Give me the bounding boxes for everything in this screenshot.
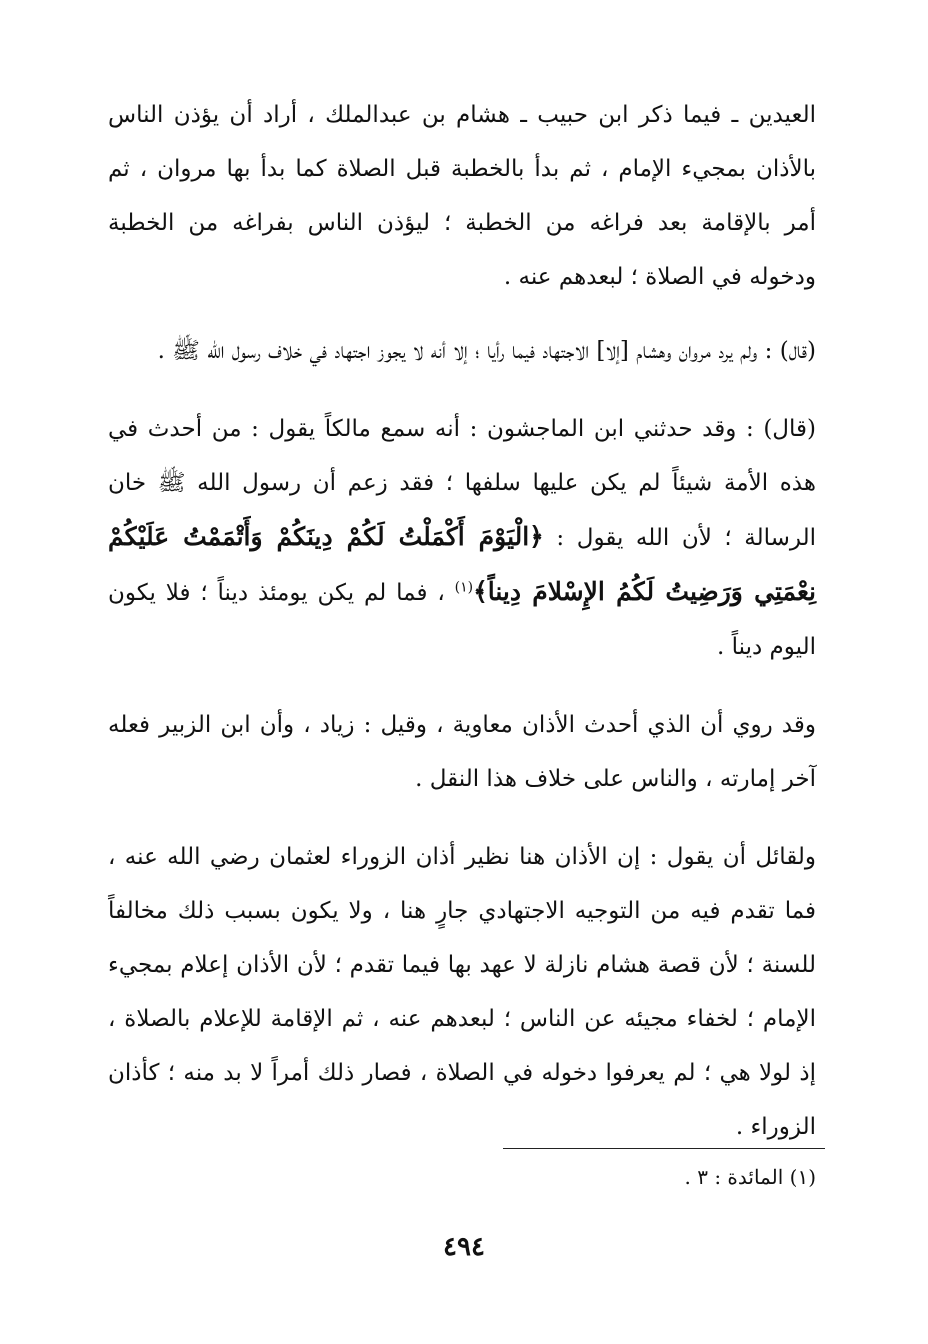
paragraph-text: (قال) : وقد حدثني ابن الماجشون : أنه سمع مالكاً يقول : من أحدث في هذه الأمة شيئاً لم يكن عليها سلفها ؛ فقد زعم أن رسول الله ﷺ خان الرسالة ؛ لأن الله يقول :	[108, 416, 816, 551]
paragraph-with-verse	[108, 402, 816, 674]
paragraph-text: ، فما لم يكن يومئذ ديناً ؛ فلا يكون اليوم ديناً .	[108, 580, 816, 660]
footnote: (١) المائدة : ٣ .	[684, 1165, 816, 1189]
footnote-reference: (١)	[454, 579, 474, 596]
paragraph: وقد روي أن الذي أحدث الأذان معاوية ، وقيل : زياد ، وأن ابن الزبير فعله آخر إمارته ، والناس على خلاف هذا النقل .	[108, 712, 816, 792]
paragraph: (قال) : ولم يرد مروان وهشام [إلا] الاجتهاد فيما رأيا ؛ إلا أنه لا يجوز اجتهاد في خلاف رسول الله ﷺ .	[157, 338, 816, 364]
footnote-divider	[503, 1148, 825, 1149]
page-number: ٤٩٤	[443, 1232, 485, 1262]
quran-verse: ﴿الْيَوْمَ أَكْمَلْتُ لَكُمْ دِينَكُمْ وَأَتْمَمْتُ عَلَيْكُمْ نِعْمَتِي وَرَضِيتُ لَكُمُ الإِسْلامَ دِيناً﴾	[108, 522, 816, 606]
main-text	[108, 88, 816, 1178]
paragraph: العيدين ـ فيما ذكر ابن حبيب ـ هشام بن عبدالملك ، أراد أن يؤذن الناس بالأذان بمجيء الإمام ، ثم بدأ بالخطبة قبل الصلاة كما بدأ بها مروان ، ثم أمر بالإقامة بعد فراغه من الخطبة ؛ ليؤذن الناس بفراغه من الخطبة ودخوله في الصلاة ؛ لبعدهم عنه .	[108, 102, 816, 290]
paragraph: ولقائل أن يقول : إن الأذان هنا نظير أذان الزوراء لعثمان رضي الله عنه ، فما تقدم فيه من التوجيه الاجتهادي جارٍ هنا ، ولا يكون بسبب ذلك مخالفاً للسنة ؛ لأن قصة هشام نازلة لا عهد بها فيما تقدم ؛ لأن الأذان إعلام بمجيء الإمام ؛ لخفاء مجيئه عن الناس ؛ لبعدهم عنه ، ثم الإقامة للإعلام بالصلاة ، إذ لولا هي ؛ لم يعرفوا دخوله في الصلاة ، فصار ذلك أمراً لا بد منه ؛ كأذان الزوراء .	[108, 844, 816, 1140]
